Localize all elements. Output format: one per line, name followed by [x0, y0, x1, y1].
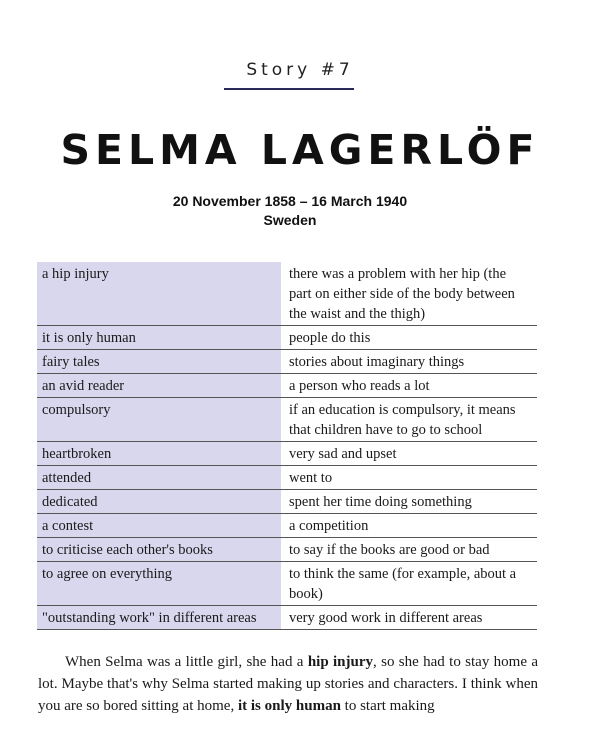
- vocab-term: a hip injury: [37, 262, 281, 326]
- life-dates: 20 November 1858 – 16 March 1940: [172, 193, 408, 209]
- story-number-label: Story #7: [246, 60, 354, 80]
- vocab-definition: very sad and upset: [281, 442, 537, 466]
- vocab-definition: a competition: [281, 514, 537, 538]
- vocab-term: compulsory: [37, 398, 281, 442]
- story-keyword: it is only human: [237, 698, 341, 714]
- vocab-definition: there was a problem with her hip (the part on either side of the body between the waist and the thigh): [281, 262, 537, 326]
- vocab-term: a contest: [37, 514, 281, 538]
- vocab-row: [37, 538, 537, 562]
- vocab-row: [37, 490, 537, 514]
- vocab-term: attended: [37, 466, 281, 490]
- vocab-term: "outstanding work" in different areas: [37, 606, 281, 630]
- vocab-row: [37, 442, 537, 466]
- story-text: , so she had to stay home a lot. Maybe that's why Selma started making up stories and characters. I think when you are so bored sitting at home,: [38, 654, 539, 714]
- vocab-term: it is only human: [37, 326, 281, 350]
- page-title: SELMA LAGERLÖF: [60, 126, 540, 174]
- vocab-row: [37, 606, 537, 630]
- vocab-term: an avid reader: [37, 374, 281, 398]
- vocab-term: dedicated: [37, 490, 281, 514]
- vocab-row: [37, 326, 537, 350]
- vocab-row: [37, 262, 537, 326]
- country: Sweden: [263, 212, 317, 228]
- vocab-definition: stories about imaginary things: [281, 350, 537, 374]
- vocab-definition: spent her time doing something: [281, 490, 537, 514]
- story-text: When Selma was a little girl, she had a: [65, 654, 308, 670]
- story-text: to start making: [340, 698, 435, 714]
- vocab-row: [37, 562, 537, 606]
- story-paragraph: [38, 651, 538, 717]
- vocab-definition: to think the same (for example, about a book): [281, 562, 537, 606]
- vocab-definition: went to: [281, 466, 537, 490]
- story-label-underline: [224, 88, 354, 90]
- vocab-definition: a person who reads a lot: [281, 374, 537, 398]
- vocab-row: [37, 398, 537, 442]
- vocab-row: [37, 514, 537, 538]
- vocabulary-table: [37, 262, 537, 630]
- vocab-definition: to say if the books are good or bad: [281, 538, 537, 562]
- vocab-term: to criticise each other's books: [37, 538, 281, 562]
- vocab-row: [37, 466, 537, 490]
- vocab-row: [37, 374, 537, 398]
- vocab-term: to agree on everything: [37, 562, 281, 606]
- vocab-term: fairy tales: [37, 350, 281, 374]
- vocab-definition: if an education is compulsory, it means that children have to go to school: [281, 398, 537, 442]
- vocab-definition: people do this: [281, 326, 537, 350]
- vocab-term: heartbroken: [37, 442, 281, 466]
- vocab-definition: very good work in different areas: [281, 606, 537, 630]
- vocab-row: [37, 350, 537, 374]
- story-keyword: hip injury: [307, 654, 374, 670]
